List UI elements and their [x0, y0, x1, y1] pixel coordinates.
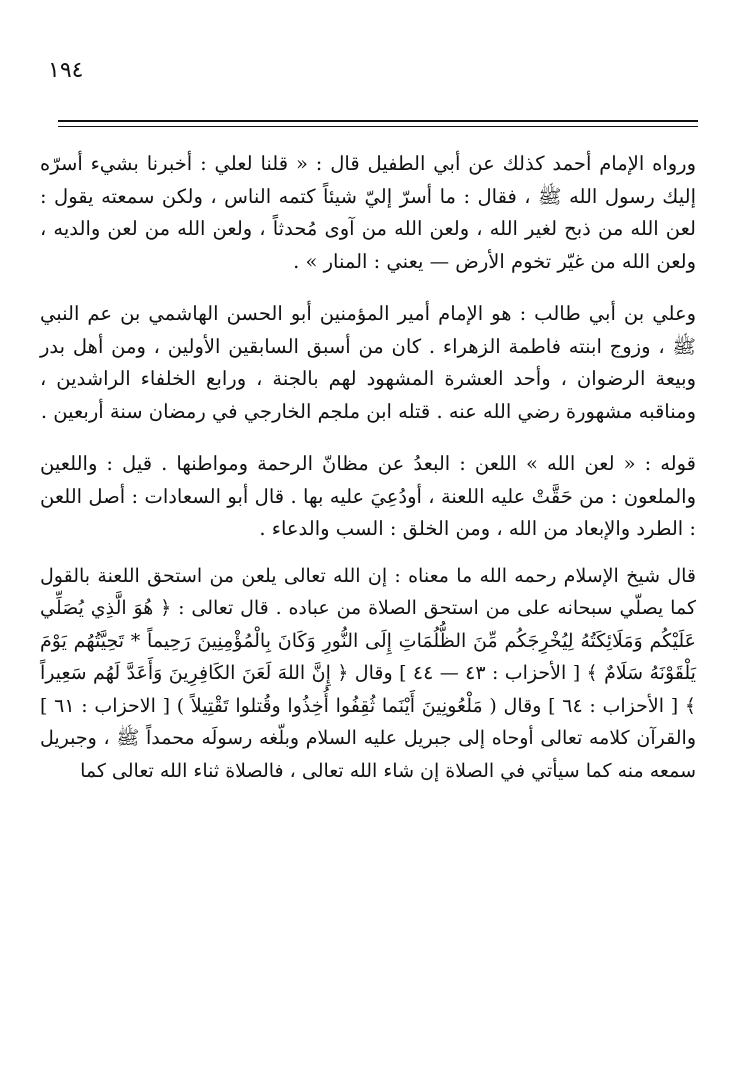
page-number: ١٩٤	[48, 58, 84, 83]
paragraph-ahmad-narration: ورواه الإمام أحمد كذلك عن أبي الطفيل قال : « قلنا لعلي : أخبرنا بشيء أسرّه إليك رسول الله ﷺ ، فقال : ما أسرّ إليّ شيئاً كتمه الناس ، ولكن سمعته يقول : لعن الله من ذبح لغير الله ، ولعن الله من آوى مُحدثاً ، ولعن الله من لعن والديه ، ولعن الله من غيّر تخوم الأرض — يعني : المنار » .	[40, 152, 696, 273]
header-rule-thick	[58, 120, 698, 122]
paragraph-meaning-of-curse: قوله : « لعن الله » اللعن : البعدُ عن مظانّ الرحمة ومواطنها . قيل : واللعين والملعون : من حَقَّتْ عليه اللعنة ، أودُعِيَ عليه بها . قال أبو السعادات : أصل اللعن : الطرد والإبعاد من الله ، ومن الخلق : السب والدعاء .	[40, 452, 696, 540]
page-body	[40, 148, 696, 807]
paragraph-ali-biography: وعلي بن أبي طالب : هو الإمام أمير المؤمنين أبو الحسن الهاشمي بن عم النبي ﷺ ، وزوج ابنته فاطمة الزهراء . كان من أسبق السابقين الأولين ، ومن أهل بدر وبيعة الرضوان ، وأحد العشرة المشهود لهم بالجنة ، ورابع الخلفاء الراشدين ، ومناقبه مشهورة رضي الله عنه . قتله ابن ملجم الخارجي في رمضان سنة أربعين .	[40, 302, 696, 423]
header-rule-thin	[58, 126, 698, 127]
paragraph-shaykh-al-islam: قال شيخ الإسلام رحمه الله ما معناه : إن الله تعالى يلعن من استحق اللعنة بالقول كما يصلّي سبحانه على من استحق الصلاة من عباده . قال تعالى : ﴿ هُوَ الَّذِي يُصَلِّي عَلَيْكُم وَمَلَائِكَتُهُ لِيُخْرِجَكُم مِّنَ الظُّلُمَاتِ إِلَى النُّورِ وَكَانَ بِالْمُؤْمِنِينَ رَحِيماً * تَحِيَّتُهُم يَوْمَ يَلْقَوْنَهُ سَلَامٌ ﴾ [ الأحزاب : ٤٣ — ٤٤ ] وقال ﴿ إِنَّ اللهَ لَعَنَ الكَافِرِينَ وَأَعَدَّ لَهُم سَعِيراً ﴾ [ الأحزاب : ٦٤ ] وقال ( مَلْعُونِينَ أَيْنَما ثُقِفُوا أُخِذُوا وقُتلوا تَقْتِيلاً ) [ الاحزاب : ٦١ ] والقرآن كلامه تعالى أوحاه إلى جبريل عليه السلام وبلّغه رسولَه محمداً ﷺ ، وجبريل سمعه منه كما سيأتي في الصلاة إن شاء الله تعالى ، فالصلاة ثناء الله تعالى كما	[40, 564, 697, 782]
